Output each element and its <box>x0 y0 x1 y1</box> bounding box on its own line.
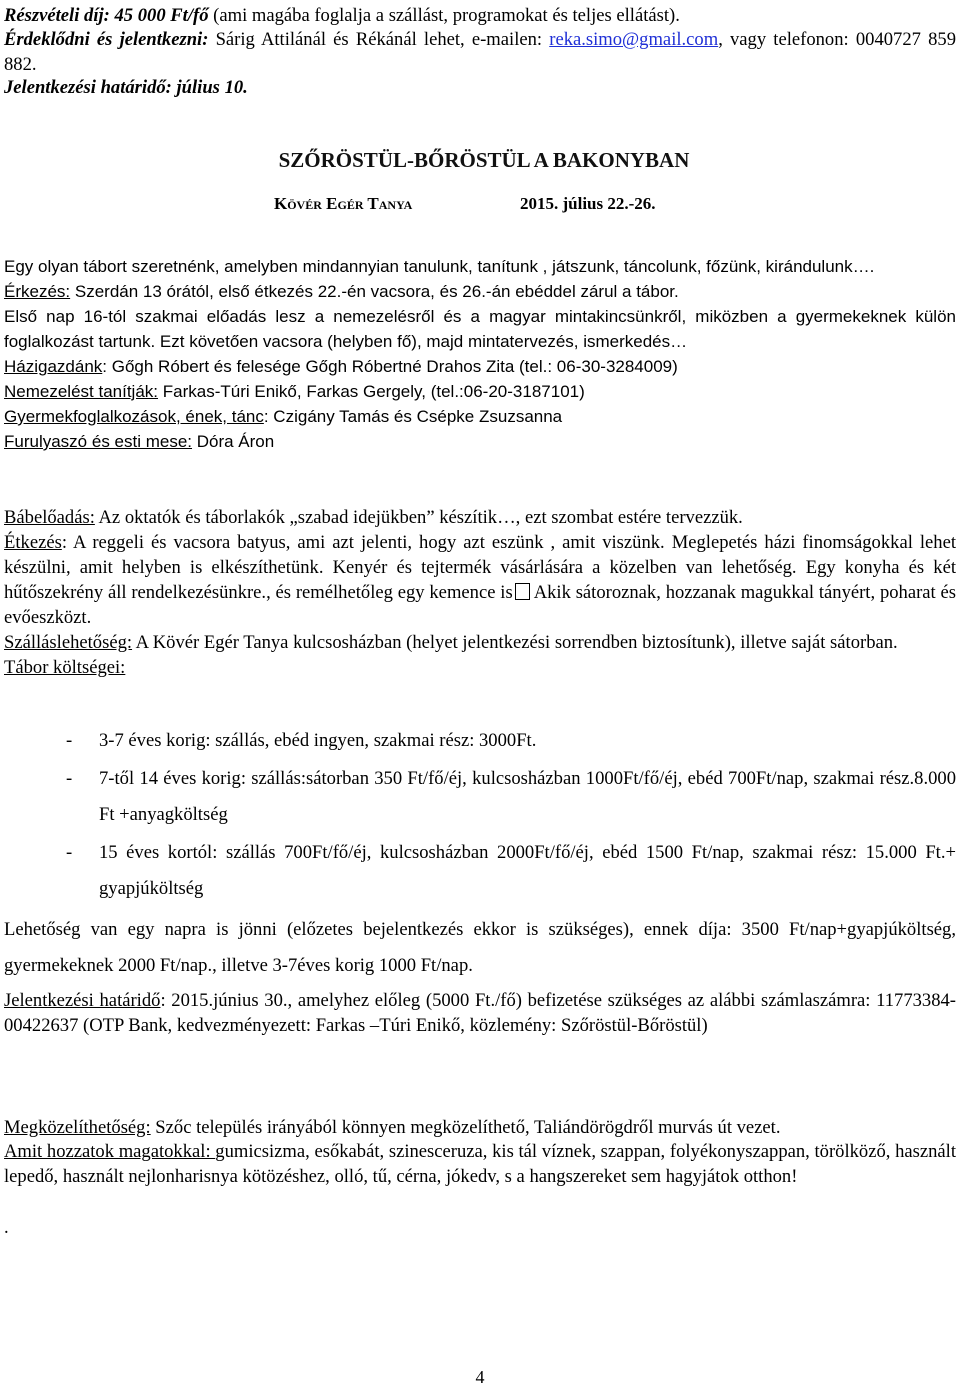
missing-glyph-icon <box>515 583 530 600</box>
header-deadline: Jelentkezési határidő: július 10. <box>4 77 248 98</box>
bring-text: gumicsizma, esőkabát, szinesceruza, kis tál víznek, szappan, folyékonyszappan, törölköző, használt lepedő, használt nejlonharisnya kötözéshez, olló, tű, cérna, jókedv, s a hangszereket sem hagyjátok otthon! <box>4 1141 957 1187</box>
costs-list <box>4 723 956 907</box>
puppet-line <box>4 505 956 530</box>
felting-label: Nemezelést tanítják: <box>4 382 159 401</box>
serif-section <box>4 505 956 680</box>
intro-text: Egy olyan tábort szeretnénk, amelyben mindannyian tanulunk, tanítunk , játszunk, táncolunk, főzünk, kirándulunk…. <box>4 257 875 276</box>
camp-title: SZŐRÖSTÜL-BŐRÖSTÜL A BAKONYBAN <box>278 148 690 172</box>
deadline-label: Jelentkezési határidő <box>4 990 161 1011</box>
costs-label: Tábor költségei: <box>4 657 126 678</box>
venue-name: Kövér Egér Tanya <box>274 194 413 213</box>
access-label: Megközelíthetőség: <box>4 1117 151 1138</box>
arrival-line <box>4 279 956 304</box>
bring-paragraph <box>4 1139 956 1189</box>
lodging-line <box>4 630 956 655</box>
body-section <box>4 254 956 454</box>
list-item <box>4 723 956 759</box>
cost-item-text: 15 éves kortól: szállás 700Ft/fő/éj, kulcsosházban 2000Ft/fő/éj, ebéd 1500 Ft/nap, szakmai rész: 15.000 Ft.+ gyapjúköltség <box>99 842 956 899</box>
page-number: 4 <box>475 1367 485 1387</box>
hosts-line <box>4 354 956 379</box>
meals-line <box>4 530 956 630</box>
fee-label: Részvételi díj: 45 000 Ft/fő <box>4 5 209 26</box>
first-day-text: Első nap 16-tól szakmai előadás lesz a nemezelésről és a magyar mintakincsünkről, miközben a gyermekeknek külön foglalkozást tartunk. Ezt követően vacsora (helyben fő), majd mintatervezés, ismerkedés… <box>4 307 956 351</box>
bring-label: Amit hozzatok magatokkal: <box>4 1141 216 1162</box>
contact-text: Sárig Attilánál és Rékánál lehet, e-mailen: <box>208 29 550 50</box>
kids-label: Gyermekfoglalkozások, ének, tánc <box>4 407 264 426</box>
camp-dates: 2015. július 22.-26. <box>520 194 656 213</box>
arrival-label: Érkezés: <box>4 282 71 301</box>
dash-bullet: - <box>66 768 73 789</box>
fee-note: (ami magába foglalja a szállást, programokat és teljes ellátást). <box>208 5 680 26</box>
email-link[interactable]: reka.simo@gmail.com <box>549 29 719 50</box>
kids-line <box>4 404 956 429</box>
day-visit-text: Lehetőség van egy napra is jönni (előzetes bejelentkezés ekkor is szükséges), ennek díja: 3500 Ft/nap+gyapjúköltség, gyermekeknek 2000 Ft/nap., illetve 3-7éves korig 1000 Ft/nap. <box>4 919 956 976</box>
contact-label: Érdeklődni és jelentkezni: <box>4 29 209 50</box>
access-text: Szőc település irányából könnyen megközelíthető, Taliándörögdről murvás út vezet. <box>150 1117 781 1138</box>
contact-line <box>4 27 956 77</box>
kids-text: : Czigány Tamás és Csépke Zsuzsanna <box>263 407 563 426</box>
costs-heading <box>4 655 956 680</box>
camp-venue <box>274 191 412 216</box>
meals-label: Étkezés <box>4 532 62 553</box>
trailing-dot: . <box>4 1217 9 1238</box>
hosts-label: Házigazdánk <box>4 357 103 376</box>
felting-line <box>4 379 956 404</box>
arrival-text: Szerdán 13 órától, első étkezés 22.-én vacsora, és 26.-án ebéddel zárul a tábor. <box>70 282 679 301</box>
lodging-label: Szálláslehetőség: <box>4 632 133 653</box>
deadline-paragraph <box>4 988 956 1038</box>
cost-item-text: 7-től 14 éves korig: szállás:sátorban 350 Ft/fő/éj, kulcsosházban 1000Ft/fő/éj, ebéd 700Ft/nap, szakmai rész.8.000 Ft +anyagköltség <box>99 768 956 825</box>
meals-text-2: Akik sátoroznak, hozzanak magukkal tányért, poharat és evőeszközt. <box>4 582 956 628</box>
cost-item-text: 3-7 éves korig: szállás, ebéd ingyen, szakmai rész: 3000Ft. <box>99 730 537 751</box>
flute-line <box>4 429 956 454</box>
puppet-text: Az oktatók és táborlakók „szabad idejükben” készítik…, ezt szombat estére tervezzük. <box>94 507 743 528</box>
contact-phone: , vagy telefonon: 0040727 859 882. <box>4 29 956 75</box>
hosts-text: : Gőgh Róbert és felesége Gőgh Róbertné Drahos Zita (tel.: 06-30-3284009) <box>102 357 678 376</box>
deadline-text: : 2015.június 30., amelyhez előleg (5000 Ft./fő) befizetése szükséges az alábbi számlaszámra: 11773384-00422637 (OTP Bank, kedvezményezett: Farkas –Túri Enikő, közlemény: Szőröstül-Bőröstül) <box>4 990 956 1036</box>
access-paragraph <box>4 1115 956 1140</box>
dash-bullet: - <box>66 730 73 751</box>
list-item <box>4 761 956 833</box>
list-item <box>4 835 956 907</box>
meals-text-1: : A reggeli és vacsora batyus, ami azt jelenti, hogy azt eszünk , amit viszünk. Meglepetés házi finomságokkal lehet készülni, amit helyben is elkészíthetünk. Kenyér és tejtermék vásárlására a közelben van lehetőség. Egy konyha és két hűtőszekrény áll rendelkezésünkre., és remélhetőleg egy kemence is <box>4 532 956 603</box>
flute-text: Dóra Áron <box>192 432 275 451</box>
lodging-text: A Kövér Egér Tanya kulcsosházban (helyet jelentkezési sorrendben biztosítunk), illetve saját sátorban. <box>132 632 898 653</box>
felting-text: Farkas-Túri Enikő, Farkas Gergely, (tel.:06-20-3187101) <box>158 382 585 401</box>
puppet-label: Bábelőadás: <box>4 507 95 528</box>
flute-label: Furulyaszó és esti mese: <box>4 432 193 451</box>
dash-bullet: - <box>66 842 73 863</box>
fee-line <box>4 3 956 28</box>
